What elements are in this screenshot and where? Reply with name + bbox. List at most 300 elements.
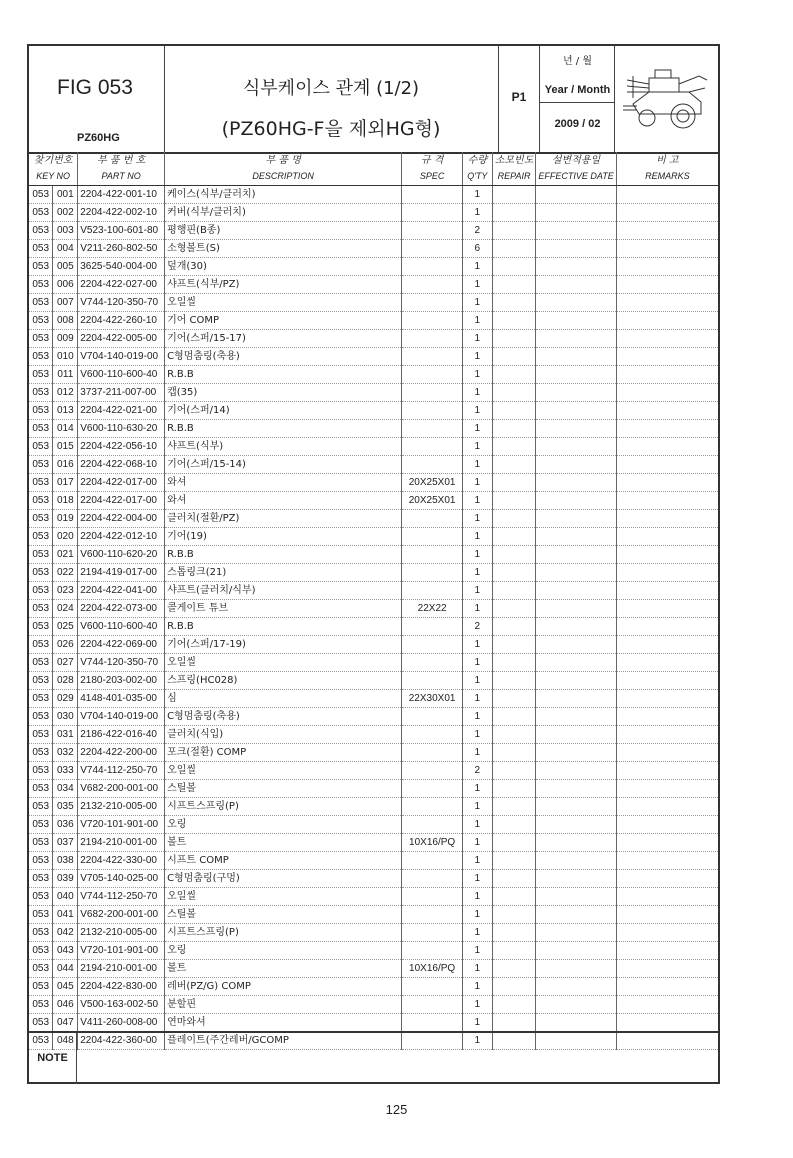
- table-row: [29, 347, 718, 365]
- col-spec-ko: 규 격: [402, 152, 463, 168]
- row-remarks: [616, 239, 718, 257]
- col-part-ko: 부 품 번 호: [78, 152, 165, 168]
- row-remarks: [616, 347, 718, 365]
- row-description: 기어(스퍼/15-17): [165, 329, 402, 347]
- row-repair: [492, 203, 536, 221]
- row-fig: 053: [29, 905, 53, 923]
- row-remarks: [616, 599, 718, 617]
- row-fig: 053: [29, 779, 53, 797]
- row-effective-date: [536, 581, 616, 599]
- row-qty: 1: [462, 545, 492, 563]
- row-part-no: 3737-211-007-00: [78, 383, 165, 401]
- table-row: [29, 869, 718, 887]
- row-fig: 053: [29, 581, 53, 599]
- row-key: 038: [53, 851, 78, 869]
- row-qty: 1: [462, 473, 492, 491]
- row-fig: 053: [29, 509, 53, 527]
- row-qty: 1: [462, 725, 492, 743]
- table-row: [29, 491, 718, 509]
- row-description: C형멈춤링(구멍): [165, 869, 402, 887]
- row-repair: [492, 221, 536, 239]
- row-key: 004: [53, 239, 78, 257]
- row-key: 044: [53, 959, 78, 977]
- row-spec: [402, 869, 463, 887]
- row-effective-date: [536, 869, 616, 887]
- row-remarks: [616, 1013, 718, 1031]
- row-effective-date: [536, 221, 616, 239]
- row-description: 와셔: [165, 491, 402, 509]
- row-repair: [492, 311, 536, 329]
- row-remarks: [616, 419, 718, 437]
- row-qty: 1: [462, 1031, 492, 1049]
- row-fig: 053: [29, 437, 53, 455]
- row-remarks: [616, 815, 718, 833]
- row-fig: 053: [29, 815, 53, 833]
- row-repair: [492, 239, 536, 257]
- row-spec: [402, 725, 463, 743]
- row-qty: 1: [462, 995, 492, 1013]
- row-spec: [402, 851, 463, 869]
- parts-table: [29, 152, 718, 1050]
- row-spec: [402, 761, 463, 779]
- row-part-no: 2204-422-260-10: [78, 311, 165, 329]
- row-description: 볼트: [165, 959, 402, 977]
- row-description: 와셔: [165, 473, 402, 491]
- row-repair: [492, 437, 536, 455]
- col-remarks-ko: 비 고: [656, 154, 679, 166]
- row-remarks: [616, 743, 718, 761]
- row-remarks: [616, 491, 718, 509]
- row-part-no: 2204-422-002-10: [78, 203, 165, 221]
- row-effective-date: [536, 347, 616, 365]
- row-spec: [402, 815, 463, 833]
- row-key: 045: [53, 977, 78, 995]
- row-spec: [402, 311, 463, 329]
- row-remarks: [616, 311, 718, 329]
- row-repair: [492, 455, 536, 473]
- row-spec: 22X22: [402, 599, 463, 617]
- row-qty: 1: [462, 905, 492, 923]
- row-effective-date: [536, 635, 616, 653]
- row-fig: 053: [29, 221, 53, 239]
- row-fig: 053: [29, 671, 53, 689]
- row-description: 볼트: [165, 833, 402, 851]
- row-spec: [402, 455, 463, 473]
- row-repair: [492, 293, 536, 311]
- row-effective-date: [536, 383, 616, 401]
- row-repair: [492, 635, 536, 653]
- row-remarks: [616, 725, 718, 743]
- row-description: R.B.B: [165, 545, 402, 563]
- row-remarks: [616, 923, 718, 941]
- row-part-no: 2204-422-027-00: [78, 275, 165, 293]
- row-part-no: V744-112-250-70: [78, 761, 165, 779]
- row-remarks: [616, 401, 718, 419]
- row-description: 샤프트(클러치/식부): [165, 581, 402, 599]
- row-fig: 053: [29, 761, 53, 779]
- row-fig: 053: [29, 275, 53, 293]
- row-repair: [492, 419, 536, 437]
- row-repair: [492, 779, 536, 797]
- row-key: 006: [53, 275, 78, 293]
- row-effective-date: [536, 473, 616, 491]
- row-qty: 1: [462, 383, 492, 401]
- row-remarks: [616, 653, 718, 671]
- col-key-ko: 찾기번호: [29, 152, 78, 168]
- row-description: C형멈춤링(축용): [165, 707, 402, 725]
- row-part-no: V705-140-025-00: [78, 869, 165, 887]
- row-spec: [402, 671, 463, 689]
- row-effective-date: [536, 419, 616, 437]
- row-effective-date: [536, 455, 616, 473]
- row-description: 콜게이트 튜브: [165, 599, 402, 617]
- row-qty: 1: [462, 491, 492, 509]
- row-part-no: 2204-422-021-00: [78, 401, 165, 419]
- row-part-no: V600-110-630-20: [78, 419, 165, 437]
- row-effective-date: [536, 257, 616, 275]
- row-repair: [492, 257, 536, 275]
- row-fig: 053: [29, 455, 53, 473]
- row-spec: [402, 437, 463, 455]
- row-qty: 1: [462, 527, 492, 545]
- table-row: [29, 185, 718, 203]
- table-row: [29, 365, 718, 383]
- row-spec: [402, 419, 463, 437]
- row-spec: [402, 383, 463, 401]
- row-qty: 1: [462, 329, 492, 347]
- row-key: 039: [53, 869, 78, 887]
- row-description: 기어(스퍼/14): [165, 401, 402, 419]
- row-remarks: [616, 581, 718, 599]
- row-remarks: [616, 293, 718, 311]
- row-part-no: 2204-422-004-00: [78, 509, 165, 527]
- row-key: 031: [53, 725, 78, 743]
- row-qty: 1: [462, 923, 492, 941]
- row-description: 심: [165, 689, 402, 707]
- row-part-no: 2204-422-017-00: [78, 473, 165, 491]
- row-part-no: V211-260-802-50: [78, 239, 165, 257]
- row-part-no: 4148-401-035-00: [78, 689, 165, 707]
- row-fig: 053: [29, 347, 53, 365]
- row-qty: 1: [462, 311, 492, 329]
- row-key: 026: [53, 635, 78, 653]
- row-effective-date: [536, 599, 616, 617]
- table-row: [29, 401, 718, 419]
- row-repair: [492, 689, 536, 707]
- row-description: 레버(PZ/G) COMP: [165, 977, 402, 995]
- row-part-no: V744-120-350-70: [78, 293, 165, 311]
- row-qty: 1: [462, 653, 492, 671]
- row-remarks: [616, 185, 718, 203]
- row-fig: 053: [29, 599, 53, 617]
- row-remarks: [616, 977, 718, 995]
- row-description: 평행핀(B종): [165, 221, 402, 239]
- table-row: [29, 1013, 718, 1031]
- row-spec: [402, 275, 463, 293]
- row-part-no: V704-140-019-00: [78, 347, 165, 365]
- row-fig: 053: [29, 797, 53, 815]
- row-spec: [402, 509, 463, 527]
- row-part-no: V600-110-620-20: [78, 545, 165, 563]
- row-description: 샤프트(식부): [165, 437, 402, 455]
- row-key: 027: [53, 653, 78, 671]
- row-repair: [492, 599, 536, 617]
- table-row: [29, 203, 718, 221]
- row-key: 014: [53, 419, 78, 437]
- row-repair: [492, 977, 536, 995]
- row-effective-date: [536, 995, 616, 1013]
- row-description: 포크(절환) COMP: [165, 743, 402, 761]
- row-spec: 10X16/PQ: [402, 959, 463, 977]
- row-fig: 053: [29, 833, 53, 851]
- row-description: 시프트스프링(P): [165, 797, 402, 815]
- row-effective-date: [536, 1013, 616, 1031]
- table-row: [29, 527, 718, 545]
- row-repair: [492, 887, 536, 905]
- row-effective-date: [536, 401, 616, 419]
- col-date-ko: 설변적용일: [536, 152, 616, 168]
- row-spec: [402, 923, 463, 941]
- row-part-no: 2204-422-005-00: [78, 329, 165, 347]
- row-remarks: [616, 509, 718, 527]
- row-effective-date: [536, 923, 616, 941]
- row-part-no: 2204-422-330-00: [78, 851, 165, 869]
- row-remarks: [616, 905, 718, 923]
- row-fig: 053: [29, 977, 53, 995]
- table-row: [29, 617, 718, 635]
- row-description: 오일씰: [165, 761, 402, 779]
- row-key: 005: [53, 257, 78, 275]
- row-spec: [402, 797, 463, 815]
- row-effective-date: [536, 653, 616, 671]
- row-qty: 1: [462, 707, 492, 725]
- row-fig: 053: [29, 383, 53, 401]
- row-description: 플레이트(주간레버/GCOMP: [165, 1031, 402, 1049]
- row-part-no: 2180-203-002-00: [78, 671, 165, 689]
- row-fig: 053: [29, 689, 53, 707]
- row-spec: [402, 995, 463, 1013]
- row-remarks: [616, 959, 718, 977]
- row-remarks: [616, 995, 718, 1013]
- row-repair: [492, 869, 536, 887]
- row-part-no: V744-112-250-70: [78, 887, 165, 905]
- row-key: 034: [53, 779, 78, 797]
- row-remarks: [616, 365, 718, 383]
- row-fig: 053: [29, 401, 53, 419]
- row-fig: 053: [29, 995, 53, 1013]
- row-qty: 1: [462, 833, 492, 851]
- table-row: [29, 653, 718, 671]
- row-remarks: [616, 779, 718, 797]
- row-repair: [492, 563, 536, 581]
- row-spec: [402, 401, 463, 419]
- row-repair: [492, 185, 536, 203]
- row-description: R.B.B: [165, 365, 402, 383]
- row-part-no: V500-163-002-50: [78, 995, 165, 1013]
- row-part-no: 2204-422-830-00: [78, 977, 165, 995]
- row-spec: [402, 347, 463, 365]
- row-description: 기어 COMP: [165, 311, 402, 329]
- row-spec: [402, 905, 463, 923]
- row-spec: [402, 221, 463, 239]
- row-description: 샤프트(식부/PZ): [165, 275, 402, 293]
- row-repair: [492, 383, 536, 401]
- row-repair: [492, 401, 536, 419]
- page-number: 125: [385, 1102, 408, 1117]
- row-effective-date: [536, 671, 616, 689]
- row-qty: 6: [462, 239, 492, 257]
- rice-transplanter-illustration: [619, 66, 715, 132]
- row-description: 오링: [165, 815, 402, 833]
- row-fig: 053: [29, 653, 53, 671]
- row-qty: 1: [462, 941, 492, 959]
- row-remarks: [616, 437, 718, 455]
- row-key: 010: [53, 347, 78, 365]
- row-effective-date: [536, 833, 616, 851]
- row-description: 시프트스프링(P): [165, 923, 402, 941]
- row-key: 047: [53, 1013, 78, 1031]
- row-fig: 053: [29, 491, 53, 509]
- row-description: 스프링(HC028): [165, 671, 402, 689]
- row-fig: 053: [29, 923, 53, 941]
- row-effective-date: [536, 887, 616, 905]
- col-qty-en: Q'TY: [462, 168, 492, 185]
- page-ref: P1: [511, 90, 527, 104]
- row-spec: [402, 617, 463, 635]
- row-key: 018: [53, 491, 78, 509]
- table-row: [29, 419, 718, 437]
- row-repair: [492, 941, 536, 959]
- table-row: [29, 581, 718, 599]
- row-part-no: V523-100-601-80: [78, 221, 165, 239]
- row-qty: 1: [462, 509, 492, 527]
- row-fig: 053: [29, 419, 53, 437]
- row-qty: 1: [462, 581, 492, 599]
- row-qty: 2: [462, 221, 492, 239]
- row-remarks: [616, 563, 718, 581]
- note-section: [29, 1031, 718, 1084]
- row-repair: [492, 347, 536, 365]
- row-key: 002: [53, 203, 78, 221]
- row-repair: [492, 851, 536, 869]
- row-qty: 1: [462, 185, 492, 203]
- col-repair-ko: 소모빈도: [492, 152, 536, 168]
- row-effective-date: [536, 365, 616, 383]
- row-remarks: [616, 941, 718, 959]
- row-fig: 053: [29, 635, 53, 653]
- row-effective-date: [536, 527, 616, 545]
- row-spec: [402, 977, 463, 995]
- row-qty: 1: [462, 1013, 492, 1031]
- row-remarks: [616, 797, 718, 815]
- table-row: [29, 905, 718, 923]
- table-row: [29, 995, 718, 1013]
- col-desc-en: DESCRIPTION: [165, 168, 402, 185]
- row-description: 소형볼트(S): [165, 239, 402, 257]
- row-qty: 2: [462, 617, 492, 635]
- row-fig: 053: [29, 563, 53, 581]
- table-row: [29, 959, 718, 977]
- issue-date: 2009 / 02: [554, 118, 601, 130]
- row-fig: 053: [29, 887, 53, 905]
- row-qty: 1: [462, 977, 492, 995]
- col-repair-en: REPAIR: [492, 168, 536, 185]
- row-description: 분할핀: [165, 995, 402, 1013]
- row-remarks: [616, 329, 718, 347]
- row-repair: [492, 797, 536, 815]
- row-repair: [492, 743, 536, 761]
- table-row: [29, 941, 718, 959]
- row-effective-date: [536, 311, 616, 329]
- row-effective-date: [536, 545, 616, 563]
- row-fig: 053: [29, 959, 53, 977]
- table-row: [29, 293, 718, 311]
- row-effective-date: [536, 275, 616, 293]
- row-description: 오링: [165, 941, 402, 959]
- row-repair: [492, 959, 536, 977]
- row-remarks: [616, 851, 718, 869]
- table-row: [29, 851, 718, 869]
- row-fig: 053: [29, 293, 53, 311]
- table-row: [29, 797, 718, 815]
- row-description: 오일씰: [165, 653, 402, 671]
- row-spec: [402, 1013, 463, 1031]
- table-row: [29, 599, 718, 617]
- row-description: 스틸볼: [165, 905, 402, 923]
- row-spec: [402, 239, 463, 257]
- row-part-no: V600-110-600-40: [78, 365, 165, 383]
- row-effective-date: [536, 941, 616, 959]
- row-qty: 1: [462, 599, 492, 617]
- row-fig: 053: [29, 851, 53, 869]
- row-effective-date: [536, 203, 616, 221]
- row-fig: 053: [29, 257, 53, 275]
- row-effective-date: [536, 797, 616, 815]
- year-month-cell: [540, 46, 615, 152]
- fig-number: FIG 053: [57, 76, 133, 99]
- row-fig: 053: [29, 545, 53, 563]
- row-fig: 053: [29, 869, 53, 887]
- row-part-no: V744-120-350-70: [78, 653, 165, 671]
- table-row: [29, 815, 718, 833]
- row-effective-date: [536, 743, 616, 761]
- row-description: 덮개(30): [165, 257, 402, 275]
- row-part-no: V720-101-901-00: [78, 815, 165, 833]
- row-spec: [402, 743, 463, 761]
- row-description: 클러치(절환/PZ): [165, 509, 402, 527]
- row-remarks: [616, 761, 718, 779]
- row-key: 035: [53, 797, 78, 815]
- machine-cell: [615, 46, 718, 152]
- row-key: 001: [53, 185, 78, 203]
- row-part-no: 2204-422-360-00: [78, 1031, 165, 1049]
- row-repair: [492, 1013, 536, 1031]
- row-qty: 1: [462, 635, 492, 653]
- row-key: 011: [53, 365, 78, 383]
- row-effective-date: [536, 905, 616, 923]
- row-spec: [402, 185, 463, 203]
- row-part-no: 2204-422-069-00: [78, 635, 165, 653]
- row-remarks: [616, 527, 718, 545]
- table-row: [29, 473, 718, 491]
- row-repair: [492, 905, 536, 923]
- table-row: [29, 743, 718, 761]
- row-spec: [402, 779, 463, 797]
- table-row: [29, 779, 718, 797]
- table-row: [29, 725, 718, 743]
- row-qty: 2: [462, 761, 492, 779]
- table-row: [29, 671, 718, 689]
